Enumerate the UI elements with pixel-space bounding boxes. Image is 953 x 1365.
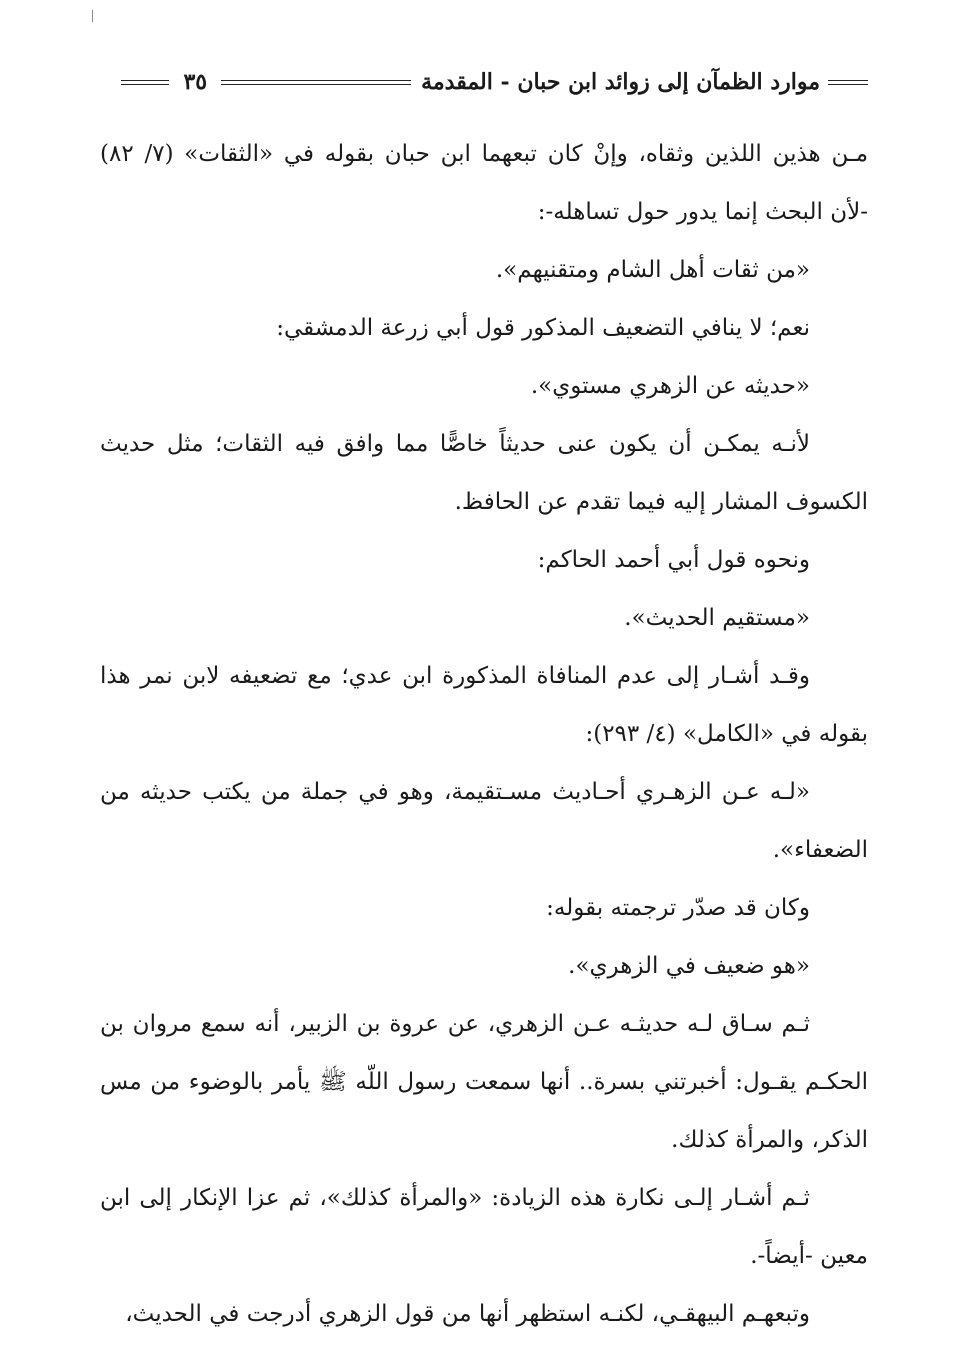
paragraph: مـن هذين اللذين وثقاه، وإنْ كان تبعهما ابن حبان بقوله في «الثقات» (٧/ ٨٢) -لأن البحث إنما يدور حول تساهله-: — [100, 141, 869, 225]
paragraph: وتبعهـم البيهقـي، لكنـه استظهر أنها من قول الزهري أدرجت في الحديث، — [125, 1301, 810, 1327]
paragraph: «لـه عـن الزهـري أحـاديث مسـتقيمة، وهو في جملة من يكتب حديثه من الضعفاء». — [100, 779, 868, 863]
page-number: ٣٥ — [183, 69, 208, 95]
paragraph: نعم؛ لا ينافي التضعيف المذكور قول أبي زرعة الدمشقي: — [276, 315, 810, 341]
paragraph: ثـم سـاق لـه حديثـه عـن الزهري، عن عروة بن الزبير، أنه سمع مروان بن الحكـم يقـول: أخبرتني بسرة.. أنها سمعت رسول اللّه ﷺ يأمر بالوضوء من مس الذكر، والمرأة كذلك. — [100, 1011, 868, 1153]
header-rule-left — [121, 80, 169, 85]
paragraph: «من ثقات أهل الشام ومتقنيهم». — [495, 257, 810, 283]
body-text — [100, 125, 868, 1343]
paragraph: لأنـه يمكـن أن يكون عنى حديثاً خاصًّا مما وافق فيه الثقات؛ مثل حديث الكسوف المشار إليه فيما تقدم عن الحافظ. — [100, 431, 868, 515]
header-rule-middle — [221, 80, 411, 85]
paragraph: «مستقيم الحديث». — [624, 605, 810, 631]
running-header — [100, 60, 868, 104]
paragraph: وقـد أشـار إلى عدم المنافاة المذكورة ابن عدي؛ مع تضعيفه لابن نمر هذا بقوله في «الكامل» (٤/ ٢٩٣): — [100, 663, 868, 747]
paragraph: ونحوه قول أبي أحمد الحاكم: — [537, 547, 810, 573]
header-rule-right — [828, 80, 868, 85]
paragraph: «حديثه عن الزهري مستوي». — [530, 373, 810, 399]
margin-mark — [92, 10, 93, 22]
header-title: موارد الظمآن إلى زوائد ابن حبان - المقدمة — [421, 69, 820, 95]
paragraph: وكان قد صدّر ترجمته بقوله: — [546, 895, 810, 921]
paragraph: ثـم أشـار إلـى نكارة هذه الزيادة: «والمرأة كذلك»، ثم عزا الإنكار إلى ابن معين -أيضاً-. — [100, 1185, 868, 1269]
paragraph: «هو ضعيف في الزهري». — [568, 953, 810, 979]
